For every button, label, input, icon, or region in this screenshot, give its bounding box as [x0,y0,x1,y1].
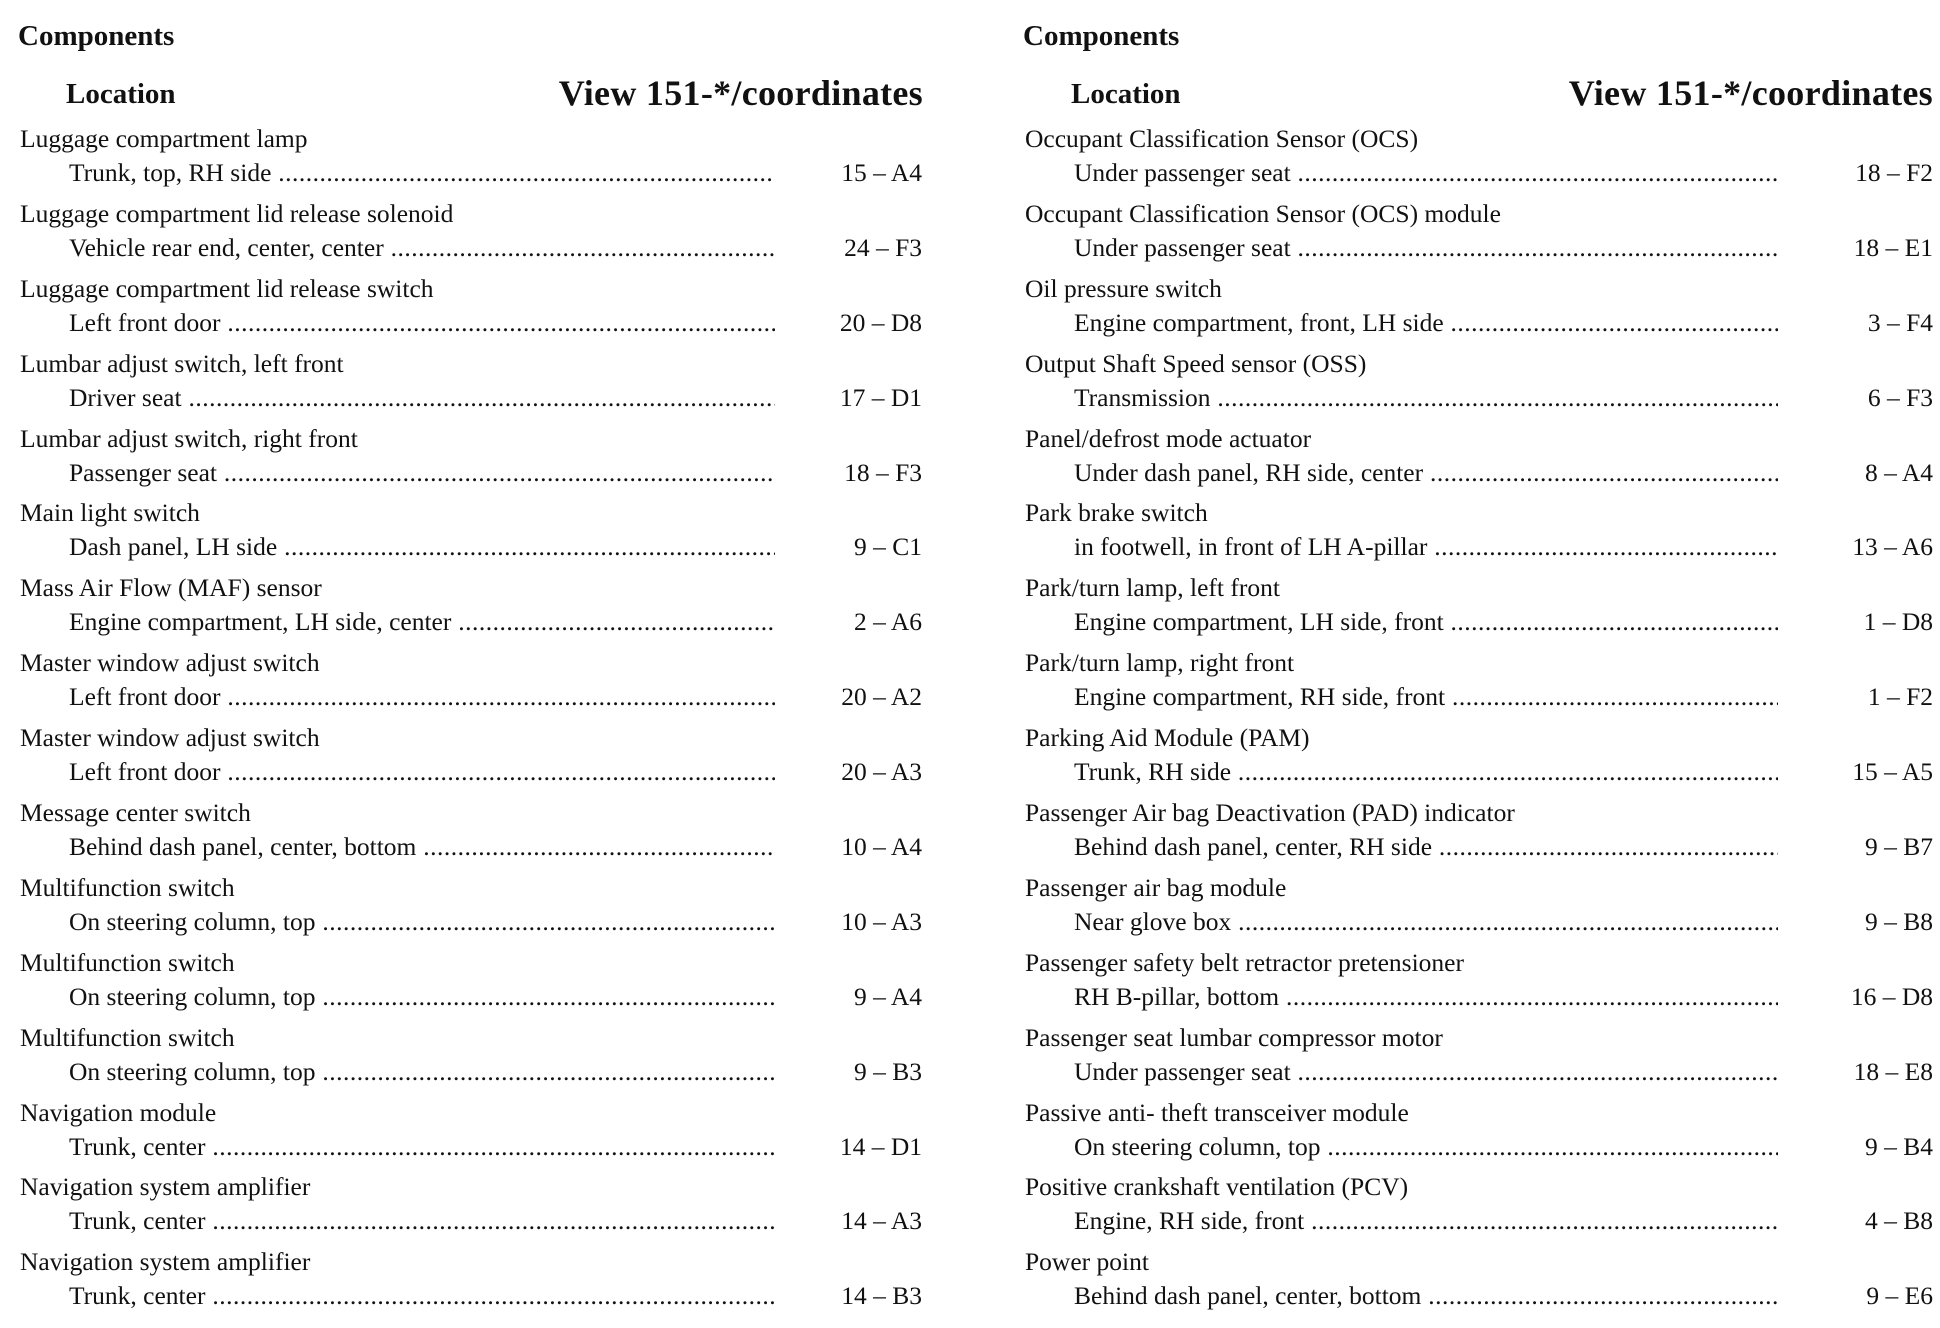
view-coordinate: 20 – D8 [839,307,922,337]
component-entry [1025,1241,1933,1316]
component-location [69,1132,775,1162]
view-coordinate: 16 – D8 [1850,981,1933,1011]
component-name: Navigation system amplifier [20,1247,311,1277]
component-entry [20,567,925,642]
view-coordinate: 9 – E6 [1866,1281,1933,1311]
component-location [69,308,775,338]
component-name: Lumbar adjust switch, left front [20,348,344,378]
component-location-text: On steering column, top [69,906,316,936]
component-location [69,1206,775,1236]
view-coordinate: 18 – E1 [1853,232,1933,262]
component-location [1074,1281,1778,1311]
component-list [1025,118,1933,1316]
component-name: Luggage compartment lid release solenoid [20,198,454,228]
view-coordinate: 9 – B4 [1864,1131,1933,1161]
section-title: Components [18,20,175,52]
component-location [69,682,775,712]
component-entry [20,942,925,1017]
component-location [69,458,775,488]
view-coordinates-header: View 151-*/coordinates [558,73,923,113]
component-location-text: On steering column, top [69,981,316,1011]
component-location-text: Under dash panel, RH side, center [1074,457,1424,487]
view-coordinate: 9 – B3 [853,1056,922,1086]
component-name: Message center switch [20,798,251,828]
view-coordinate: 20 – A3 [841,757,922,787]
location-header: Location [66,78,176,110]
component-location-text: Left front door [69,682,221,712]
component-location-text: Left front door [69,307,221,337]
component-location-text: Driver seat [69,382,182,412]
component-location-text: Trunk, center [69,1206,206,1236]
view-coordinate: 15 – A4 [841,158,922,187]
component-location-text: On steering column, top [1074,1131,1321,1161]
component-name: Power point [1025,1247,1149,1277]
view-coordinate: 14 – D1 [839,1131,922,1161]
view-coordinate: 10 – A3 [841,906,922,936]
component-location [1074,1206,1778,1236]
component-location [1074,383,1778,413]
component-entry [1025,1092,1933,1167]
component-location-text: On steering column, top [69,1056,316,1086]
component-location-text: Vehicle rear end, center, center [69,232,384,262]
view-coordinate: 8 – A4 [1864,457,1933,487]
component-location [69,832,775,862]
component-location-text: Left front door [69,757,221,787]
component-location-text: Near glove box [1074,906,1232,936]
component-name: Oil pressure switch [1025,273,1222,303]
component-location [1074,532,1778,562]
component-entry [20,792,925,867]
view-coordinate: 17 – D1 [839,382,922,412]
component-name: Occupant Classification Sensor (OCS) module [1025,198,1501,228]
view-coordinate: 14 – B3 [841,1281,922,1311]
component-name: Luggage compartment lamp [20,124,308,153]
section-title: Components [1023,20,1180,52]
component-name: Park brake switch [1025,498,1208,528]
component-location [69,532,775,562]
component-location-text: Engine compartment, LH side, front [1074,607,1444,637]
component-name: Passenger Air bag Deactivation (PAD) indicator [1025,798,1515,828]
component-location-text: Trunk, RH side [1074,757,1232,787]
component-entry [1025,867,1933,942]
component-name: Occupant Classification Sensor (OCS) [1025,124,1419,153]
component-location [1074,1132,1778,1162]
view-coordinate: 18 – E8 [1853,1056,1933,1086]
view-coordinate: 4 – B8 [1864,1206,1933,1236]
component-entry [20,1017,925,1092]
component-entry [20,1166,925,1241]
component-name: Multifunction switch [20,947,235,977]
component-name: Output Shaft Speed sensor (OSS) [1025,348,1367,378]
view-coordinate: 1 – F2 [1867,682,1933,712]
component-location-text: Under passenger seat [1074,158,1291,187]
view-coordinate: 9 – A4 [853,981,922,1011]
component-location [69,982,775,1012]
component-entry [1025,1017,1933,1092]
component-entry [20,418,925,493]
location-header: Location [1071,78,1181,110]
component-entry [1025,343,1933,418]
component-entry [1025,717,1933,792]
view-coordinate: 14 – A3 [841,1206,922,1236]
component-location-text: Engine compartment, front, LH side [1074,307,1444,337]
component-entry [1025,418,1933,493]
component-location-text: Passenger seat [69,457,217,487]
component-location-text: in footwell, in front of LH A-pillar [1074,532,1428,562]
component-entry [20,1241,925,1316]
component-location [1074,982,1778,1012]
component-name: Park/turn lamp, right front [1025,648,1295,678]
component-entry [20,642,925,717]
component-name: Park/turn lamp, left front [1025,573,1280,603]
view-coordinates-header: View 151-*/coordinates [1568,73,1933,113]
component-location [69,607,775,637]
component-location-text: Under passenger seat [1074,1056,1291,1086]
component-location [69,158,775,188]
component-entry [1025,792,1933,867]
view-coordinate: 10 – A4 [841,832,922,862]
component-location [1074,757,1778,787]
view-coordinate: 18 – F2 [1855,158,1933,187]
component-location [1074,308,1778,338]
component-entry [20,867,925,942]
component-entry [20,343,925,418]
component-location [69,233,775,263]
view-coordinate: 9 – C1 [853,532,922,562]
component-location [69,1281,775,1311]
component-location-text: Behind dash panel, center, bottom [1074,1281,1422,1311]
component-location [1074,458,1778,488]
component-location-text: Dash panel, LH side [69,532,278,562]
component-location [1074,233,1778,263]
component-location-text: Engine compartment, RH side, front [1074,682,1446,712]
component-name: Parking Aid Module (PAM) [1025,723,1310,753]
component-entry [1025,642,1933,717]
component-location-text: Behind dash panel, center, bottom [69,832,417,862]
component-location-text: Trunk, center [69,1131,206,1161]
component-list [20,118,925,1316]
view-coordinate: 15 – A5 [1852,757,1933,787]
component-location-text: RH B-pillar, bottom [1074,981,1280,1011]
view-coordinate: 6 – F3 [1867,382,1933,412]
component-location [69,757,775,787]
component-entry [1025,942,1933,1017]
component-location [69,1057,775,1087]
component-name: Multifunction switch [20,872,235,902]
component-location [1074,907,1778,937]
component-entry [1025,268,1933,343]
component-entry [20,118,925,193]
component-name: Master window adjust switch [20,648,320,678]
component-name: Positive crankshaft ventilation (PCV) [1025,1172,1409,1202]
component-name: Main light switch [20,498,200,528]
component-location [1074,607,1778,637]
component-location-text: Trunk, top, RH side [69,158,272,187]
component-name: Passenger air bag module [1025,872,1287,902]
component-location [1074,1057,1778,1087]
component-location [1074,832,1778,862]
view-coordinate: 3 – F4 [1867,307,1933,337]
component-entry [20,492,925,567]
view-coordinate: 2 – A6 [853,607,922,637]
component-location [1074,158,1778,188]
component-location-text: Transmission [1074,382,1211,412]
component-entry [20,1092,925,1167]
component-entry [1025,492,1933,567]
component-entry [20,717,925,792]
component-name: Passenger seat lumbar compressor motor [1025,1022,1443,1052]
component-name: Mass Air Flow (MAF) sensor [20,573,322,603]
component-location-text: Engine, RH side, front [1074,1206,1305,1236]
component-name: Master window adjust switch [20,723,320,753]
component-location [69,907,775,937]
view-coordinate: 1 – D8 [1863,607,1933,637]
view-coordinate: 20 – A2 [841,682,922,712]
component-name: Passive anti- theft transceiver module [1025,1097,1409,1127]
component-location-text: Under passenger seat [1074,232,1291,262]
component-entry [20,193,925,268]
view-coordinate: 9 – B7 [1864,832,1933,862]
component-entry [1025,193,1933,268]
component-location [69,383,775,413]
component-name: Passenger safety belt retractor pretensioner [1025,947,1464,977]
component-entry [20,268,925,343]
component-name: Navigation module [20,1097,217,1127]
component-location-text: Engine compartment, LH side, center [69,607,452,637]
component-location-text: Trunk, center [69,1281,206,1311]
component-entry [1025,118,1933,193]
view-coordinate: 24 – F3 [844,232,922,262]
component-name: Panel/defrost mode actuator [1025,423,1312,453]
component-entry [1025,1166,1933,1241]
component-name: Multifunction switch [20,1022,235,1052]
component-location [1074,682,1778,712]
component-name: Navigation system amplifier [20,1172,311,1202]
component-location-text: Behind dash panel, center, RH side [1074,832,1433,862]
component-entry [1025,567,1933,642]
view-coordinate: 9 – B8 [1864,906,1933,936]
view-coordinate: 13 – A6 [1852,532,1933,562]
component-name: Lumbar adjust switch, right front [20,423,358,453]
view-coordinate: 18 – F3 [844,457,922,487]
component-name: Luggage compartment lid release switch [20,273,434,303]
